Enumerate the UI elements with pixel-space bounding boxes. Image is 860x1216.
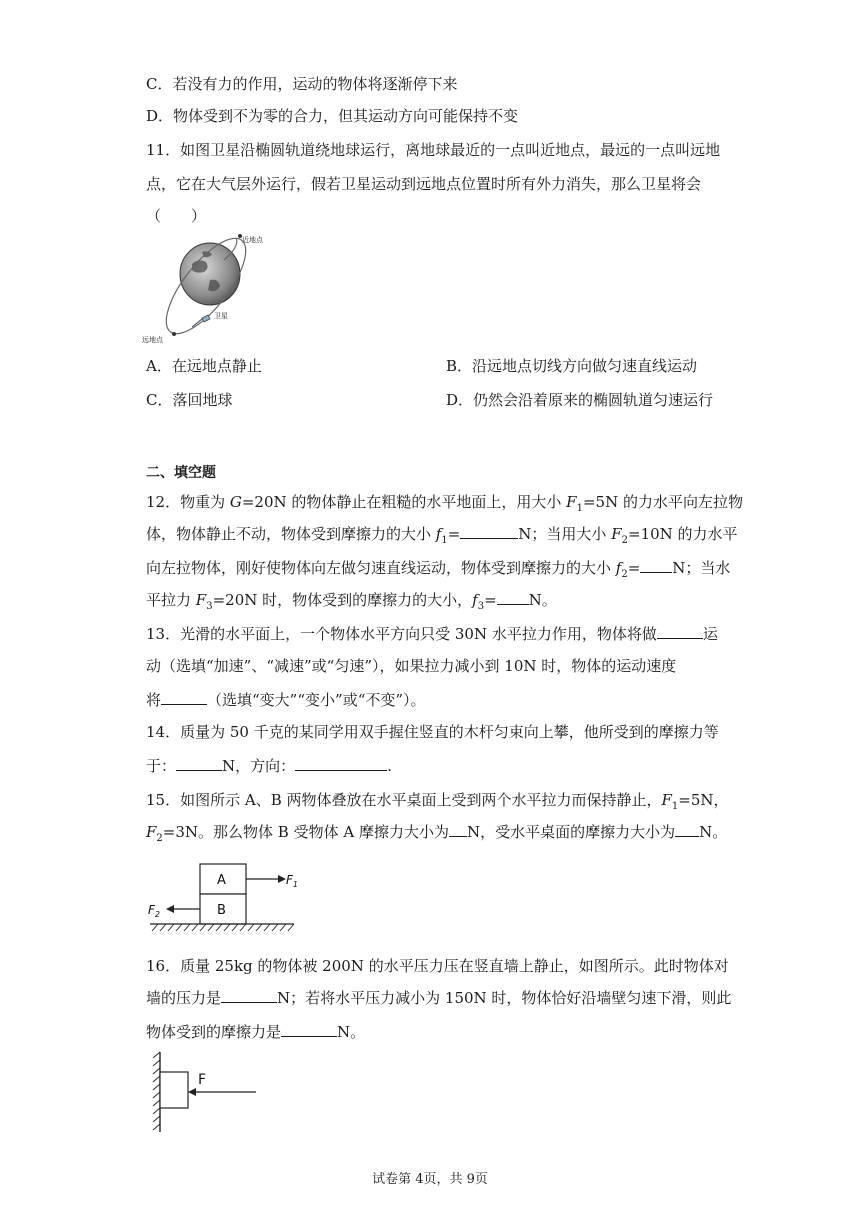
q13-blank-motion[interactable] (657, 624, 703, 639)
q14-line2: 于： N，方向： . (146, 757, 392, 775)
q16-line1: 16．质量 25kg 的物体被 200N 的水平压力压在竖直墙上静止，如图所示。此时物体对 (146, 957, 729, 975)
q13-line3: 将 （选填“变大”“变小”或“不变”）。 (146, 691, 426, 709)
near-point-label: 近地点 (242, 236, 263, 244)
q10-option-d: D．物体受到不为零的合力，但其运动方向可能保持不变 (146, 107, 519, 125)
q11-stem-line1: 11．如图卫星沿椭圆轨道绕地球运行，离地球最近的一点叫近地点，最远的一点叫远地 (146, 141, 721, 159)
svg-text:F2: $F_2$ (148, 903, 160, 919)
q16-blank-friction[interactable] (281, 1022, 337, 1037)
q12-line3: 向左拉物体，刚好使物体向左做匀速直线运动，物体受到摩擦力的大小 $f_2= N$；当水 (146, 559, 731, 580)
svg-text:B: B (217, 903, 226, 918)
q16-line3: 物体受到的摩擦力是 N。 (146, 1023, 366, 1041)
q10-option-c: C．若没有力的作用，运动的物体将逐渐停下来 (146, 75, 458, 93)
q12-line4: 平拉力 $F_3=20N$ 时，物体受到的摩擦力的大小，$f_3= N$。 (146, 591, 557, 612)
stacked-blocks-figure (144, 856, 304, 936)
svg-text:F1: $F_1$ (286, 873, 298, 889)
arrow-right-icon (278, 875, 286, 883)
q16-line2: 墙的压力是 N；若将水平压力减小为 150N 时，物体恰好沿墙壁匀速下滑，则此 (146, 989, 732, 1007)
satellite-label: 卫星 (214, 312, 228, 320)
q11-option-c: C．落回地球 (146, 391, 233, 409)
satellite-orbit-figure (140, 230, 270, 348)
block (160, 1072, 188, 1108)
q12-line2: 体，物体静止不动，物体受到摩擦力的大小 $f_1= N$；当用大小 $F_2=10N$ 的力水平 (146, 525, 738, 546)
svg-text:A: A (217, 873, 226, 888)
svg-text:F: F (198, 1072, 207, 1088)
arrow-left-icon (188, 1088, 196, 1096)
section-title-fill-in: 二、填空题 (146, 465, 216, 481)
q15-line1: 15．如图所示 A、B 两物体叠放在水平桌面上受到两个水平拉力而保持静止，$F_1=5N$， (146, 791, 729, 812)
q12-line1: 12．物重为 G=20N 的物体静止在粗糙的水平地面上，用大小 $F_1=5N$ 的力水平向左拉物 (146, 493, 743, 514)
q15-line2: $F_2=3N$。那么物体 B 受物体 A 摩擦力大小为 N，受水平桌面的摩擦力大小为 N。 (146, 823, 728, 844)
far-point-label: 远地点 (142, 336, 163, 344)
wall-block-figure (150, 1050, 270, 1134)
q11-option-b: B．沿远地点切线方向做匀速直线运动 (446, 357, 698, 375)
q15-blank-a-on-b[interactable] (449, 822, 467, 837)
q12-blank-f2[interactable] (640, 558, 672, 573)
q11-answer-paren: （ ） (146, 207, 207, 225)
q12-blank-f1[interactable] (460, 524, 518, 539)
q11-stem-line2: 点，它在大气层外运行，假若卫星运动到远地点位置时所有外力消失，那么卫星将会 (146, 175, 702, 193)
q14-blank-friction[interactable] (176, 756, 222, 771)
q13-line1: 13．光滑的水平面上，一个物体水平方向只受 30N 水平拉力作用，物体将做 运 (146, 625, 718, 643)
q11-option-a: A．在远地点静止 (146, 357, 262, 375)
page-footer: 试卷第 4页，共 9页 (372, 1172, 488, 1187)
q13-blank-speed[interactable] (161, 690, 207, 705)
q15-blank-table[interactable] (675, 822, 699, 837)
satellite-icon (202, 315, 210, 322)
q14-line1: 14．质量为 50 千克的某同学用双手握住竖直的木杆匀束向上攀，他所受到的摩擦力等 (146, 723, 719, 741)
q16-blank-pressure[interactable] (221, 988, 277, 1003)
q13-line2: 动（选填“加速”、“减速”或“匀速”），如果拉力减小到 10N 时，物体的运动速度 (146, 657, 677, 675)
q14-blank-direction[interactable] (295, 756, 387, 771)
q12-blank-f3[interactable] (497, 590, 529, 605)
arrow-left-icon (166, 905, 174, 913)
q11-option-d: D．仍然会沿着原来的椭圆轨道匀速运行 (446, 391, 714, 409)
